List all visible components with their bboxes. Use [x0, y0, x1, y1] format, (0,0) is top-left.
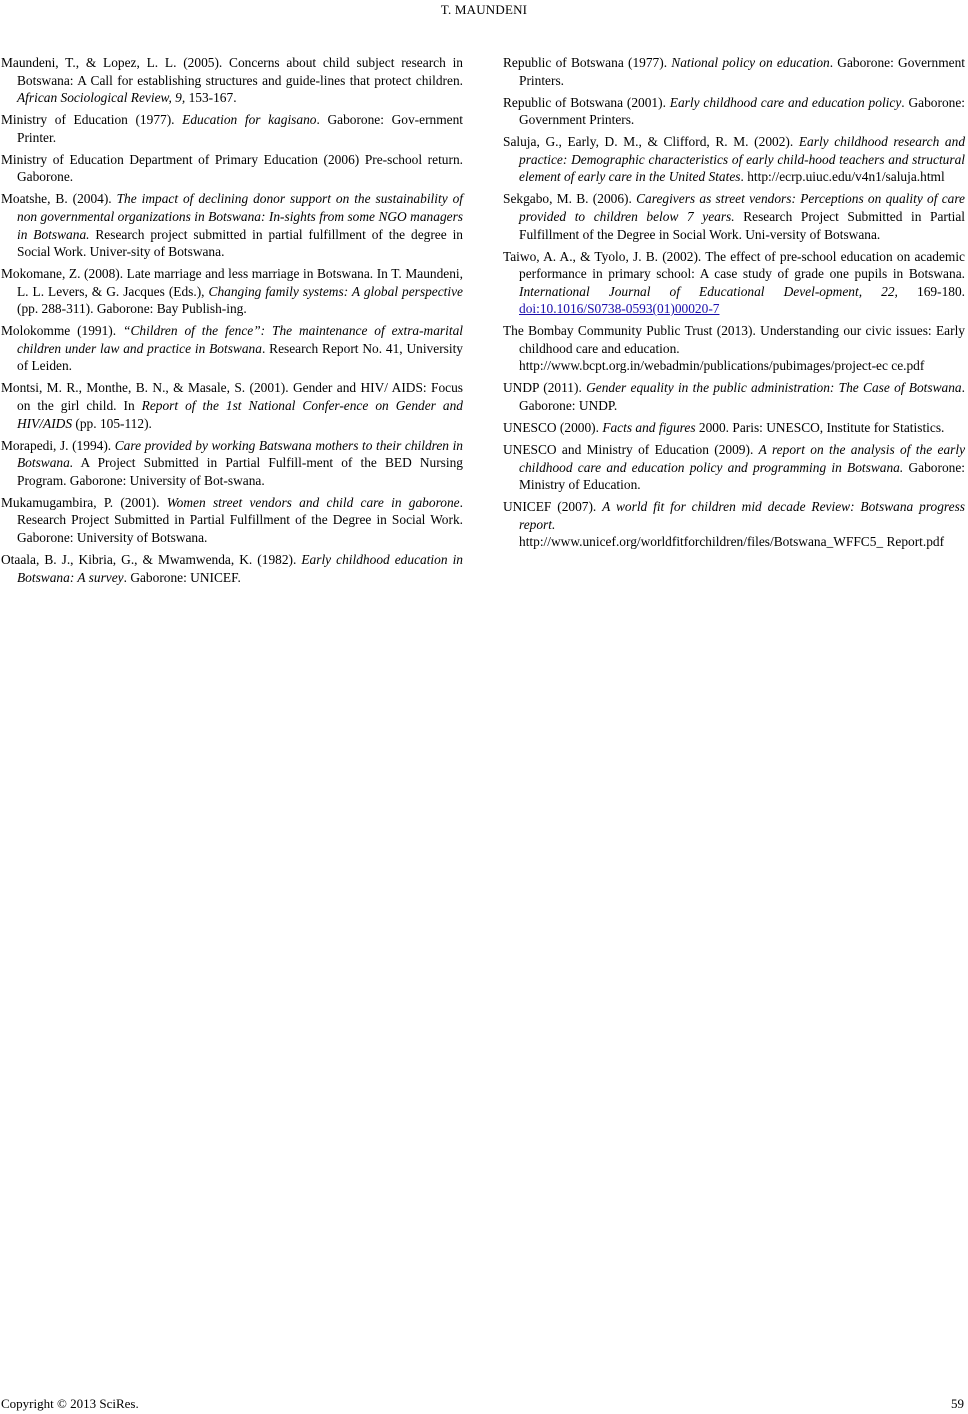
- reference-item: Otaala, B. J., Kibria, G., & Mwamwenda, K. (1982). Early childhood education in Botswana: A survey. Gaborone: UNICEF.: [1, 551, 463, 585]
- reference-item: Republic of Botswana (2001). Early childhood care and education policy. Gaborone: Government Printers.: [503, 94, 966, 128]
- reference-item: Maundeni, T., & Lopez, L. L. (2005). Concerns about child subject research in Botswana: A Call for establishing structures and guide-lines that protect children. African Sociological Review, 9, 153-167.: [1, 55, 463, 106]
- doi-link[interactable]: doi:10.1016/S0738-0593(01)00020-7: [519, 301, 720, 317]
- reference-url: http://www.bcpt.org.in/webadmin/publications/pubimages/project-ec ce.pdf: [519, 358, 925, 374]
- references-right-column: [503, 54, 965, 555]
- reference-item: Saluja, G., Early, D. M., & Clifford, R. M. (2002). Early childhood research and practice: Demographic characteristics of early child-hood teachers and structural element of early care in the United States. http://ecrp.uiuc.edu/v4n1/saluja.html: [503, 134, 966, 185]
- page-number: 59: [951, 1396, 964, 1411]
- running-header: T. MAUNDENI: [440, 2, 528, 17]
- reference-item: Montsi, M. R., Monthe, B. N., & Masale, S. (2001). Gender and HIV/ AIDS: Focus on the girl child. In Report of the 1st National Confer-ence on Gender and HIV/AIDS (pp. 105-112).: [1, 380, 463, 431]
- reference-item: Molokomme (1991). “Children of the fence”: The maintenance of extra-marital children under law and practice in Botswana. Research Report No. 41, University of Leiden.: [1, 323, 463, 374]
- copyright-footer: Copyright © 2013 SciRes.: [1, 1396, 139, 1411]
- reference-item: Mukamugambira, P. (2001). Women street vendors and child care in gaborone. Research Project Submitted in Partial Fulfillment of the Degree in Social Work. Gaborone: University of Botswana.: [1, 494, 463, 545]
- reference-item: UNDP (2011). Gender equality in the public administration: The Case of Botswana. Gaborone: UNDP.: [503, 380, 965, 414]
- reference-item: Republic of Botswana (1977). National policy on education. Gaborone: Government Printers.: [503, 55, 965, 88]
- reference-item: Morapedi, J. (1994). Care provided by working Batswana mothers to their children in Botswana. A Project Submitted in Partial Fulfill-ment of the BED Nursing Program. Gaborone: University of Bot-swana.: [1, 437, 463, 488]
- reference-url: http://www.unicef.org/worldfitforchildren/files/Botswana_WFFC5_ Report.pdf: [519, 534, 945, 550]
- reference-item: Ministry of Education Department of Primary Education (2006) Pre-school return. Gaborone.: [1, 151, 463, 185]
- reference-item: Moatshe, B. (2004). The impact of declining donor support on the sustainability of non governmental organizations in Botswana: In-sights from some NGO managers in Botswana. Research project submitted in partial fulfillment of the degree in Social Work. Univer-sity of Botswana.: [1, 191, 463, 260]
- reference-item: UNICEF (2007). A world fit for children mid decade Review: Botswana progress report. http://www.unicef.org/worldfitforchildren/files/Botswana_WFFC5_ Report.pdf: [503, 499, 966, 550]
- reference-item: The Bombay Community Public Trust (2013). Understanding our civic issues: Early childhood care and education. http://www.bcpt.org.in/webadmin/publications/pubimages/project-ec ce.pdf: [503, 323, 965, 374]
- reference-item: Sekgabo, M. B. (2006). Caregivers as street vendors: Perceptions on quality of care provided to children below 7 years. Research Project Submitted in Partial Fulfillment of the Degree in Social Work. Uni-versity of Botswana.: [503, 191, 965, 242]
- references-left-column: [1, 54, 463, 591]
- reference-item: UNESCO (2000). Facts and figures 2000. Paris: UNESCO, Institute for Statistics.: [503, 420, 945, 436]
- reference-item: Ministry of Education (1977). Education for kagisano. Gaborone: Gov-ernment Printer.: [1, 112, 463, 145]
- reference-item: UNESCO and Ministry of Education (2009). A report on the analysis of the early childhood care and education policy and programming in Botswana. Gaborone: Ministry of Education.: [503, 442, 966, 493]
- reference-item: Taiwo, A. A., & Tyolo, J. B. (2002). The effect of pre-school education on academic performance in primary school: A case study of grade one pupils in Botswana. International Journal of Educational Devel-opment, 22, 169-180. doi:10.1016/S0738-0593(01)00020-7: [503, 248, 966, 317]
- reference-item: Mokomane, Z. (2008). Late marriage and less marriage in Botswana. In T. Maundeni, L. L. Levers, & G. Jacques (Eds.), Changing family systems: A global perspective (pp. 288-311). Gaborone: Bay Publish-ing.: [1, 266, 463, 317]
